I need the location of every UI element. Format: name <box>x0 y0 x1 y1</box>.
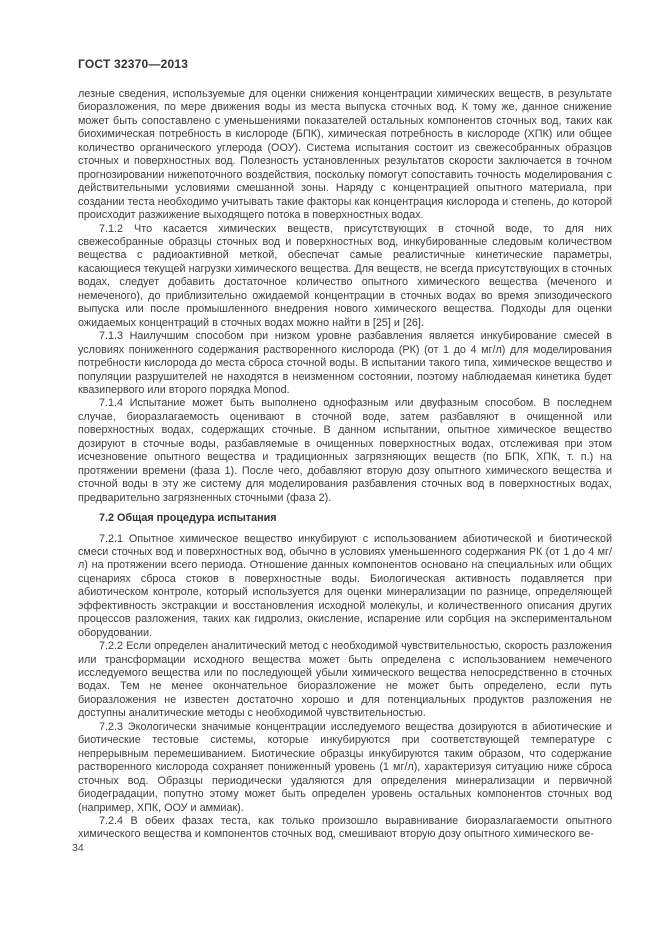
document-header: ГОСТ 32370—2013 <box>78 57 189 71</box>
paragraph-7-2-2: 7.2.2 Если определен аналитический метод с необходимой чувствительностью, скорость разложения или трансформации исходного вещества может быть определена с использованием немеченого исследуемого вещества или по последующей убыли химического вещества непосредственно в сточных водах. Тем не менее окончательное биоразложение не может быть определено, если путь биоразложения не известен достаточно хорошо и для потенциальных продуктов разложения не доступны аналитические методы с необходимой чувствительностью. <box>78 640 612 720</box>
paragraph-7-1-3: 7.1.3 Наилучшим способом при низком уровне разбавления является инкубирование смесей в условиях пониженного содержания растворенного кислорода (РК) (от 1 до 4 мг/л) для моделирования потребности кислорода до места сброса сточной воды. В испытании такого типа, химическое вещество и популяции разрушителей не находятся в неизменном состоянии, поэтому наблюдаемая кинетика будет квазипервого или второго порядка Monod. <box>78 330 612 396</box>
page-number: 34 <box>72 842 84 854</box>
document-body <box>78 88 612 842</box>
paragraph-7-2-4: 7.2.4 В обеих фазах теста, как только произошло выравнивание биоразлагаемости опытного химического вещества и компонентов сточных вод, смешивают вторую дозу опытного химического ве- <box>78 815 612 841</box>
paragraph-continuation: лезные сведения, используемые для оценки снижения концентрации химических веществ, в результате биоразложения, по мере движения воды из места выпуска сточных вод. К тому же, данное снижение может быть сопоставлено с уменьшениями показателей остальных компонентов сточных вод, таких как биохимическая потребность в кислороде (БПК), химическая потребность в кислороде (ХПК) или общее количество органического углерода (ООУ). Система испытания состоит из свежесобранных образцов сточных и поверхностных вод. Полезность установленных результатов скорости заключается в точном прогнозировании нижепоточного воздействия, поскольку помогут сопоставить точность моделирования с действительными условиями смешанной зоны. Наряду с концентрацией опытного материала, при создании теста необходимо учитывать такие факторы как концентрация кислорода и степень, до которой происходит разжижение выходящего потока в поверхностных водах. <box>78 88 612 222</box>
paragraph-7-1-4: 7.1.4 Испытание может быть выполнено однофазным или двуфазным способом. В последнем случае, биоразлагаемость оценивают в сточной воде, затем разбавляют в очищенной или поверхностных водах, содержащих сточные. В данном испытании, опытное химическое вещество дозируют в сточные воды, разбавляемые в очищенных поверхностных водах, отслеживая при этом исчезновение опытного вещества и традиционных загрязняющих веществ (по БПК, ХПК, т. п.) на протяжении времени (фаза 1). После чего, добавляют вторую дозу опытного химического вещества и сточной воды в эту же систему для моделирования разбавления сточных вод в поверхностных водах, предварительно загрязненных сточными (фаза 2). <box>78 397 612 504</box>
paragraph-7-2-3: 7.2.3 Экологически значимые концентрации исследуемого вещества дозируются в абиотические и биотические тестовые системы, которые инкубируются при соответствующей температуре с непрерывным перемешиванием. Биотические образцы инкубируются таким образом, что содержание растворенного кислорода сохраняет пониженный уровень (1 мг/л), характеризуя ситуацию ниже сброса сточных вод. Образцы периодически удаляются для определения минерализации и первичной биодеградации, попутно этому может быть определен уровень остальных компонентов сточных вод (например, ХПК, ООУ и аммиак). <box>78 720 612 814</box>
paragraph-7-1-2: 7.1.2 Что касается химических веществ, присутствующих в сточной воде, то для них свежесобранные образцы сточных вод и поверхностных вод, инкубированные следовым количеством вещества с радиоактивной меткой, обеспечат самые реалистичные кинетические параметры, касающиеся текущей нагрузки химического вещества. Для веществ, не всегда присутствующих в сточных водах, следует добавить достаточное количество опытного химического вещества (меченого и немеченого), до приблизительно ожидаемой концентрации в сточных водах во время эпизодического выпуска или после промышленного внедрения нового химического вещества. Подходы для оценки ожидаемых концентраций в сточных водах можно найти в [25] и [26]. <box>78 222 612 329</box>
paragraph-7-2-1: 7.2.1 Опытное химическое вещество инкубируют с использованием абиотической и биотической смеси сточных вод и поверхностных вод, обычно в условиях уменьшенного содержания РК (от 1 до 4 мг/л) на протяжении всего периода. Отношение данных компонентов основано на специальных или общих сценариях сброса стоков в поверхностные воды. Биологическая активность подавляется при абиотическом контроле, который используется для оценки минерализации по разнице, определяющей эффективность экстракции и восстановления исходной молекулы, и количественного описания других процессов разложения, таких как гидролиз, окисление, испарение или сорбция на экспериментальном оборудовании. <box>78 532 612 639</box>
section-heading-7-2: 7.2 Общая процедура испытания <box>99 512 277 525</box>
